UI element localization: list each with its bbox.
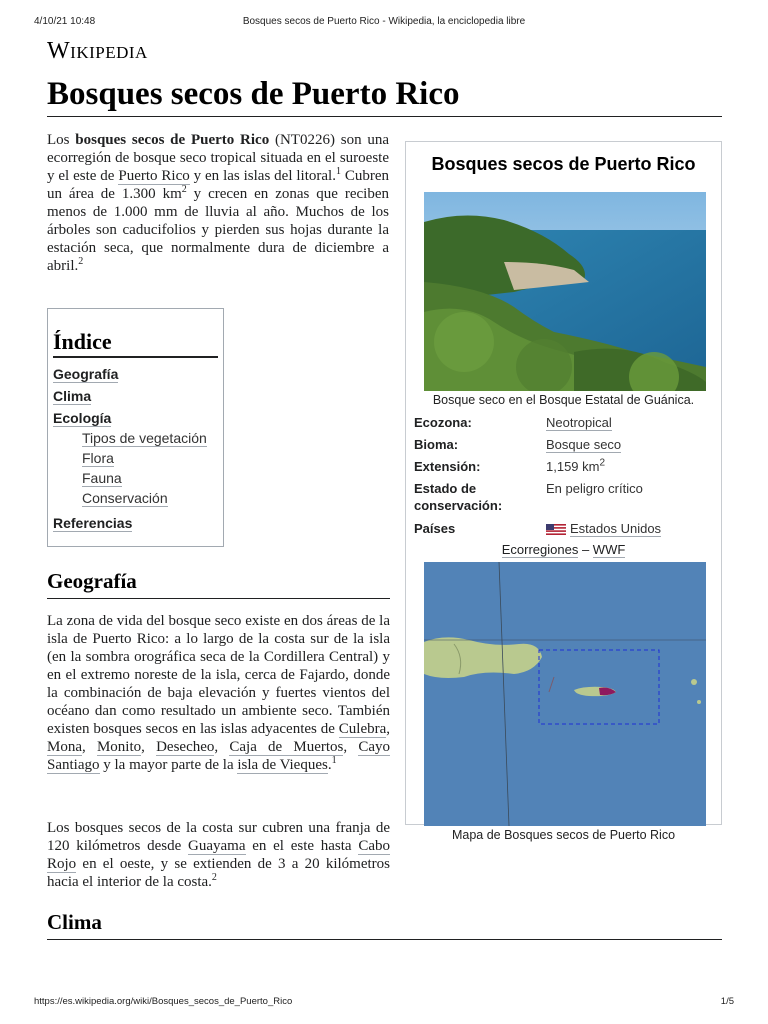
toc-item-clima[interactable]: Clima [53, 388, 92, 404]
link-desecheo[interactable]: Desecheo [156, 739, 215, 755]
infobox-row-bioma: Bioma: Bosque seco [414, 437, 622, 452]
toc-subitem-conservacion[interactable]: Conservación [82, 490, 168, 506]
lead-bold-term: bosques secos de Puerto Rico [75, 132, 270, 148]
infobox [405, 141, 722, 842]
toc-item-ecologia[interactable]: Ecología [53, 410, 112, 426]
ref-2[interactable]: 2 [78, 256, 84, 267]
link-mona[interactable]: Mona [47, 739, 82, 755]
link-wwf[interactable]: WWF [592, 542, 626, 557]
link-isla-de-vieques[interactable]: isla de Vieques [237, 757, 328, 773]
toc-heading: Índice [53, 329, 218, 358]
page-title: Bosques secos de Puerto Rico [47, 76, 722, 117]
us-flag-icon [546, 524, 566, 535]
photo-caption: Bosque seco en el Bosque Estatal de Guánica. [432, 393, 695, 407]
link-cabo-rojo[interactable]: Cabo Rojo [47, 838, 390, 872]
toc-item-geografia[interactable]: Geografía [53, 366, 119, 382]
link-culebra[interactable]: Culebra [338, 721, 387, 737]
link-estados-unidos[interactable]: Estados Unidos [570, 521, 662, 536]
toc-subitem-flora[interactable]: Flora [82, 450, 114, 466]
toc-subitem-fauna[interactable]: Fauna [82, 470, 122, 486]
infobox-row-ecozona: Ecozona: Neotropical [414, 415, 612, 430]
infobox-photo[interactable] [424, 192, 706, 391]
footer-url: https://es.wikipedia.org/wiki/Bosques_secos_de_Puerto_Rico [34, 996, 293, 1007]
section-heading-clima: Clima [47, 910, 722, 940]
wikipedia-logo[interactable]: Wikipedia [47, 38, 148, 64]
toc-subitem-tipos[interactable]: Tipos de vegetación [82, 430, 207, 446]
infobox-row-estado: Estado de conservación: En peligro crítico [414, 481, 643, 513]
ref-1[interactable]: 1 [331, 755, 337, 766]
infobox-title: Bosques secos de Puerto Rico [431, 154, 696, 174]
section-heading-geografia: Geografía [47, 569, 390, 599]
toc-item-referencias[interactable]: Referencias [53, 515, 133, 531]
infobox-row-paises: Países Estados Unidos [414, 521, 662, 536]
print-title: Bosques secos de Puerto Rico - Wikipedia, la enciclopedia libre [242, 16, 526, 27]
table-of-contents [47, 308, 224, 547]
link-neotropical[interactable]: Neotropical [546, 415, 612, 430]
link-bosque-seco[interactable]: Bosque seco [546, 437, 622, 452]
ref-2[interactable]: 2 [211, 872, 217, 883]
map-caption: Mapa de Bosques secos de Puerto Rico [451, 828, 676, 842]
geografia-paragraph-2: Los bosques secos de la costa sur cubren una franja de 120 kilómetros desde Guayama en el este hasta Cabo Rojo en el oeste, y se extienden de 3 a 20 kilómetros hacia el interior de la costa.$^2$ [47, 820, 390, 890]
infobox-links: Ecorregiones – WWF [501, 542, 626, 557]
link-caja-de-muertos[interactable]: Caja de Muertos [229, 739, 344, 755]
print-date: 4/10/21 10:48 [34, 16, 96, 27]
ref-1[interactable]: 1 [335, 166, 341, 177]
link-ecorregiones[interactable]: Ecorregiones [501, 542, 579, 557]
link-cayo-santiago[interactable]: Cayo Santiago [47, 739, 391, 773]
link-puerto-rico[interactable]: Puerto Rico [118, 168, 190, 184]
infobox-map[interactable] [424, 562, 706, 826]
link-monito[interactable]: Monito [96, 739, 142, 755]
footer-page-number: 1/5 [720, 996, 734, 1007]
infobox-row-extension: Extensión: 1,159 $km^2$ [414, 457, 606, 474]
link-guayama[interactable]: Guayama [188, 838, 246, 854]
lead-paragraph: Los bosques secos de Puerto Rico (NT0226) son una ecorregión de bosque seco tropical situada en el suroeste y el este de Puerto Rico y en las islas del litoral.$^1$ Cubren un área de 1.300 $km^2$ y crecen en zonas que reciben menos de 1.000 mm de lluvia al año. Muchos de los árboles son caducifolios y pierden sus hojas durante la estación seca, que normalmente dura de diciembre a abril.$^2$ [47, 132, 390, 274]
geografia-paragraph-1: La zona de vida del bosque seco existe en dos áreas de la isla de Puerto Rico: a lo largo de la costa sur de la isla (en la sombra orográfica seca de la Cordillera Central) y en el extremo noreste de la isla, cerca de Fajardo, donde la combinación de baja elevación y fuertes vientos del océano dan como resultado un ambiente seco. También existen bosques secos en las islas adyacentes de Culebra, Mona, Monito, Desecheo, Caja de Muertos, Cayo Santiago y la mayor parte de la isla de Vieques.$^1$ [47, 613, 391, 773]
